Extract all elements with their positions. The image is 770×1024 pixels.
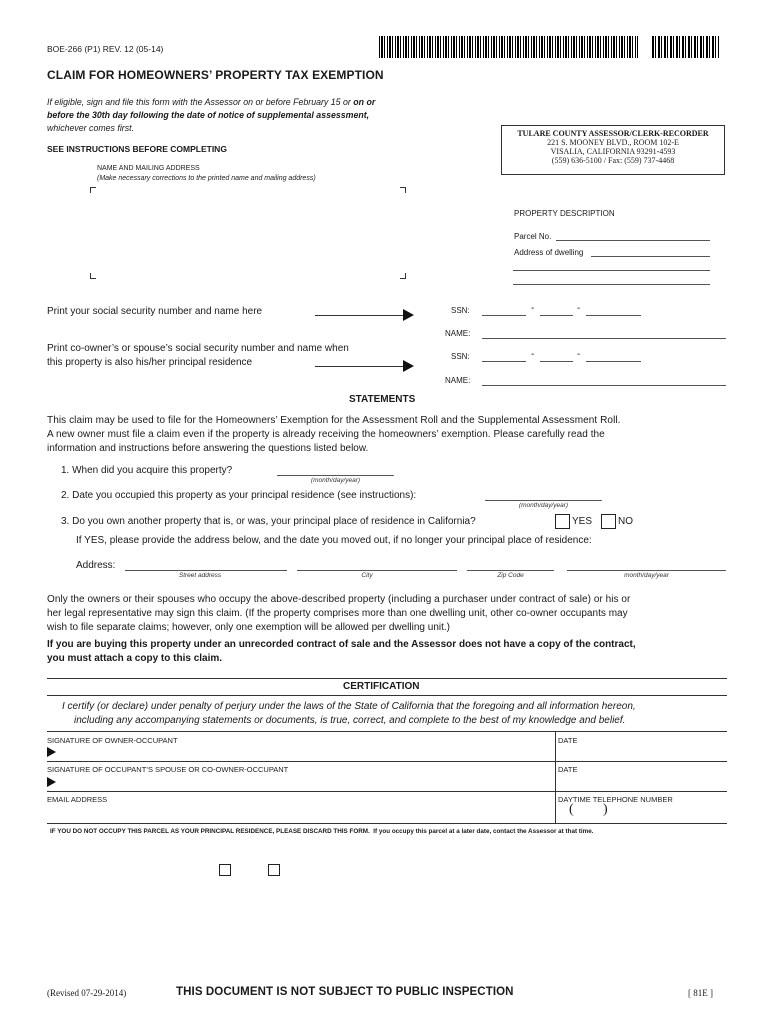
yes-label: YES [572,516,593,527]
co-owner-label-1: Print co-owner’s or spouse’s social security number and name when [47,343,349,354]
no-checkbox[interactable] [601,514,616,529]
statements-para-2-line-3: wish to file separate claims; however, only one exemption will be allowed per dwelling unit.) [47,622,450,633]
revised-date: (Revised 07-29-2014) [47,988,127,998]
name-field-1[interactable] [482,338,726,339]
ssn-2-dash-2: - [577,349,581,360]
corner-top-right [400,187,406,193]
assessor-box [501,125,725,175]
phone-field[interactable] [612,805,726,821]
email-field[interactable] [47,805,550,821]
ssn-1-dash-1: - [531,303,535,314]
ssn-1-part-1[interactable] [482,315,526,316]
dwelling-field-3[interactable] [513,284,710,285]
assessor-line-2: VISALIA, CALIFORNIA 93291-4593 [550,147,676,156]
ssn-2-part-2[interactable] [540,361,573,362]
yes-checkbox[interactable] [555,514,570,529]
phone-label: DAYTIME TELEPHONE NUMBER [558,795,673,804]
signature-table-top [47,731,727,732]
arrow-line-2 [315,366,405,367]
statements-para-1-line-1: This claim may be used to file for the Homeowners’ Exemption for the Assessment Roll and the Supplemental Assessment Roll. [47,415,621,426]
certification-top-rule [47,678,727,679]
dwelling-label: Address of dwelling [514,248,584,257]
corner-bottom-left [90,273,96,279]
dwelling-field-1[interactable] [591,256,710,257]
acquire-date-hint: (month/day/year) [310,477,361,484]
discard-notice-rest: If you occupy this parcel at a later date, contact the Assessor at that time. [373,828,594,835]
zip-hint: Zip Code [497,572,524,579]
city-field[interactable] [297,570,457,571]
signature-divider [555,731,556,823]
name-label-2: NAME: [445,376,471,385]
intro-bold: on or [353,97,376,107]
barcode-main [379,36,638,58]
moved-date-field[interactable] [567,570,726,571]
phone-area-close: ) [603,802,608,817]
spouse-signature-label: SIGNATURE OF OCCUPANT’S SPOUSE OR CO-OWNER-OCCUPANT [47,765,289,774]
corner-bottom-right [400,273,406,279]
name-label-1: NAME: [445,329,471,338]
statements-para-3-line-1: If you are buying this property under an unrecorded contract of sale and the Assessor does not have a copy of the contract, [47,639,636,650]
ssn-1-part-2[interactable] [540,315,573,316]
question-2: 2. Date you occupied this property as your principal residence (see instructions): [61,490,417,501]
spouse-signature-arrow [47,777,56,787]
print-ssn-label: Print your social security number and name here [47,306,263,317]
arrow-head-2 [403,360,414,372]
see-instructions: SEE INSTRUCTIONS BEFORE COMPLETING [47,144,227,154]
parcel-label: Parcel No. [514,232,552,241]
phone-area-open: ( [569,802,574,817]
certification-text-1: I certify (or declare) under penalty of perjury under the laws of the State of California that the foregoing and all information hereon, [62,701,636,712]
form-title: CLAIM FOR HOMEOWNERS’ PROPERTY TAX EXEMPTION [47,68,384,82]
statements-para-1-line-3: information and instructions before answering the questions listed below. [47,443,369,454]
statements-para-1-line-2: A new owner must file a claim even if the property is already receiving the homeowners’ exemption. Please carefully read the [47,429,605,440]
assessor-line-1: 221 S. MOONEY BLVD., ROOM 102-E [547,138,679,147]
co-owner-label-2: this property is also his/her principal residence [47,357,253,368]
discard-notice-bold: IF YOU DO NOT OCCUPY THIS PARCEL AS YOUR PRINCIPAL RESIDENCE, PLEASE DISCARD THIS FORM. [50,828,370,835]
moved-date-hint: month/day/year [624,572,669,579]
city-hint: City [361,572,373,579]
corner-top-left [90,187,96,193]
ssn-2-dash-1: - [531,349,535,360]
statements-para-3-line-2: you must attach a copy to this claim. [47,653,223,664]
occupy-date-field[interactable] [485,500,602,501]
ssn-1-dash-2: - [577,303,581,314]
spouse-date-field[interactable] [558,775,726,788]
discard-notice [50,828,594,835]
ssn-label-1: SSN: [451,306,470,315]
statements-para-2-line-1: Only the owners or their spouses who occupy the above-described property (including a purchaser under contract of sale) or his or [47,594,631,605]
question-1: 1. When did you acquire this property? [61,465,233,476]
parcel-field[interactable] [556,240,710,241]
signature-row-rule-1 [47,761,727,762]
intro-line-3: whichever comes first. [47,123,135,133]
assessor-title: TULARE COUNTY ASSESSOR/CLERK-RECORDER [517,129,709,138]
public-inspection-notice: THIS DOCUMENT IS NOT SUBJECT TO PUBLIC INSPECTION [176,986,514,998]
question-3: 3. Do you own another property that is, or was, your principal place of residence in California? [61,516,476,527]
signature-row-rule-2 [47,791,727,792]
street-field[interactable] [125,570,287,571]
email-label: EMAIL ADDRESS [47,795,108,804]
certification-text-2: including any accompanying statements or documents, is true, correct, and complete to the best of my knowledge and belief. [74,715,626,726]
spouse-signature-field[interactable] [60,774,550,789]
name-address-note: (Make necessary corrections to the printed name and mailing address) [97,175,316,182]
form-id: BOE-266 (P1) REV. 12 (05-14) [47,44,164,54]
arrow-head-1 [403,309,414,321]
intro-line-2: before the 30th day following the date of notice of supplemental assessment, [47,110,370,120]
owner-signature-arrow [47,747,56,757]
ssn-2-part-1[interactable] [482,361,526,362]
owner-signature-field[interactable] [60,744,550,759]
ssn-label-2: SSN: [451,352,470,361]
ssn-1-part-3[interactable] [586,315,641,316]
form-code: [ 81E ] [688,988,713,998]
owner-date-label: DATE [558,736,578,745]
intro-text: If eligible, sign and file this form with the Assessor on or before February 15 or [47,97,354,107]
statements-para-2-line-2: her legal representative may sign this claim. (If the property comprises more than one dwelling unit, other co-owner occupants may [47,608,628,619]
street-hint: Street address [178,572,222,579]
dwelling-field-2[interactable] [513,270,710,271]
ssn-2-part-3[interactable] [586,361,641,362]
question-3-follow: If YES, please provide the address below, and the date you moved out, if no longer your principal place of residence: [76,535,592,546]
no-label: NO [618,516,633,527]
arrow-line-1 [315,315,405,316]
acquire-date-field[interactable] [277,475,394,476]
statements-heading: STATEMENTS [349,394,416,405]
certification-heading: CERTIFICATION [343,681,420,692]
spouse-date-label: DATE [558,765,578,774]
zip-field[interactable] [467,570,554,571]
office-checkbox-2[interactable] [268,864,280,876]
name-address-label: NAME AND MAILING ADDRESS [97,165,200,172]
owner-date-field[interactable] [558,746,726,759]
certification-heading-rule [47,695,727,696]
name-field-2[interactable] [482,385,726,386]
intro-line-1 [47,97,375,107]
assessor-line-3: (559) 636-5100 / Fax: (559) 737-4468 [551,156,675,165]
office-checkbox-1[interactable] [219,864,231,876]
property-heading: PROPERTY DESCRIPTION [514,209,615,218]
owner-signature-label: SIGNATURE OF OWNER-OCCUPANT [47,736,178,745]
barcode-secondary [652,36,719,58]
signature-table-bottom [47,823,727,824]
address-label: Address: [76,560,116,571]
occupy-date-hint: (month/day/year) [518,502,569,509]
